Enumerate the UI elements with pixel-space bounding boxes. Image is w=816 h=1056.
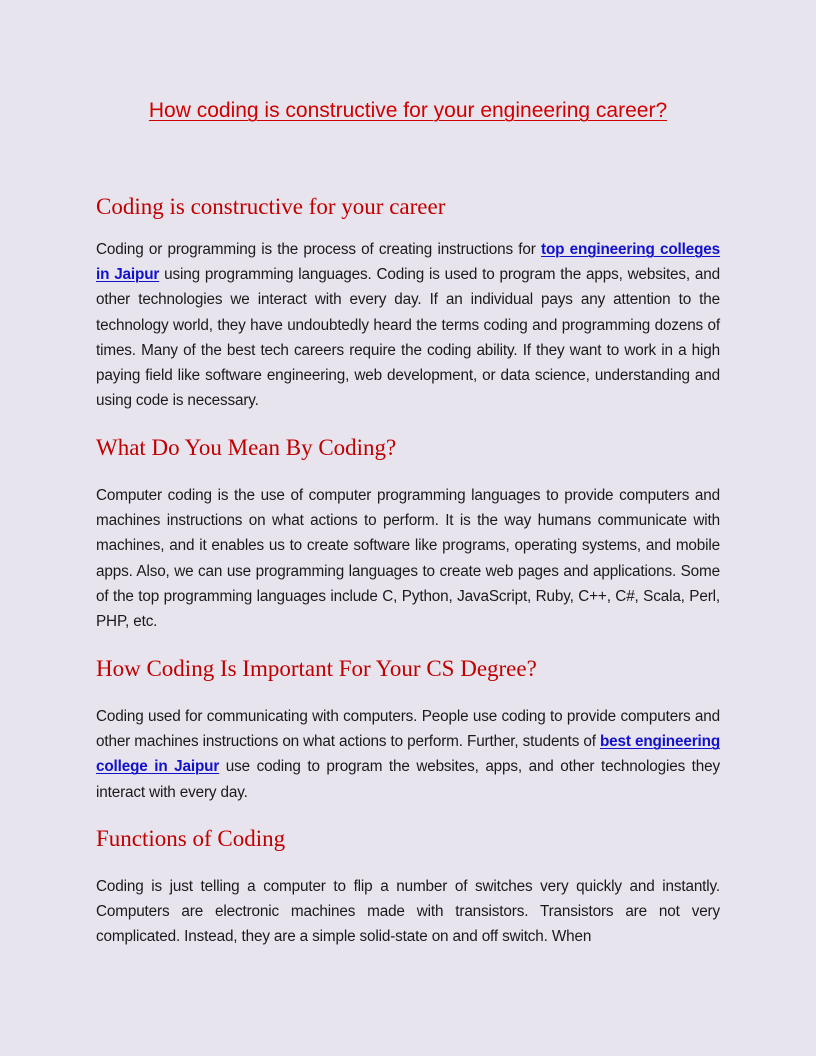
paragraph-text: Coding used for communicating with computers. People use coding to provide computers and other machines instructions on what actions to perform. Further, students of [96,708,720,751]
document-title: How coding is constructive for your engineering career? [148,99,668,122]
link-best-engineering-college[interactable]: best engineering college in Jaipur [96,733,721,776]
paragraph-text: using programming languages. Coding is used to program the apps, websites, and other technologies we interact with every day. If an individual pays any attention to the technology world, they have undoubtedly heard the terms coding and programming dozens of times. Many of the best tech careers require the coding ability. If they want to work in a high paying field like software engineering, web development, or data science, understanding and using code is necessary. [96,266,720,410]
heading-coding-constructive: Coding is constructive for your career [96,194,446,219]
paragraph-functions-of-coding: Coding is just telling a computer to flip a number of switches very quickly and instantly. Computers are electronic machines made with transistors. Transistors are not very complicated. Instead, they are a simple solid-state on and off switch. When [96,878,720,946]
paragraph-coding-constructive [96,237,720,413]
heading-functions-of-coding: Functions of Coding [96,826,286,851]
paragraph-coding-cs-degree [96,704,720,805]
paragraph-what-is-coding: Computer coding is the use of computer programming languages to provide computers and machines instructions on what actions to perform. It is the way humans communicate with machines, and it enables us to create software like programs, operating systems, and mobile apps. Also, we can use programming languages to create web pages and applications. Some of the top programming languages include C, Python, JavaScript, Ruby, C++, C#, Scala, Perl, PHP, etc. [96,487,720,631]
heading-coding-cs-degree: How Coding Is Important For Your CS Degree? [96,656,537,681]
paragraph-text: Coding or programming is the process of creating instructions for [96,241,542,258]
heading-what-is-coding: What Do You Mean By Coding? [96,435,397,460]
link-top-engineering-colleges[interactable]: top engineering colleges in Jaipur [96,241,720,284]
paragraph-text: use coding to program the websites, apps, and other technologies they interact with every day. [96,758,720,801]
